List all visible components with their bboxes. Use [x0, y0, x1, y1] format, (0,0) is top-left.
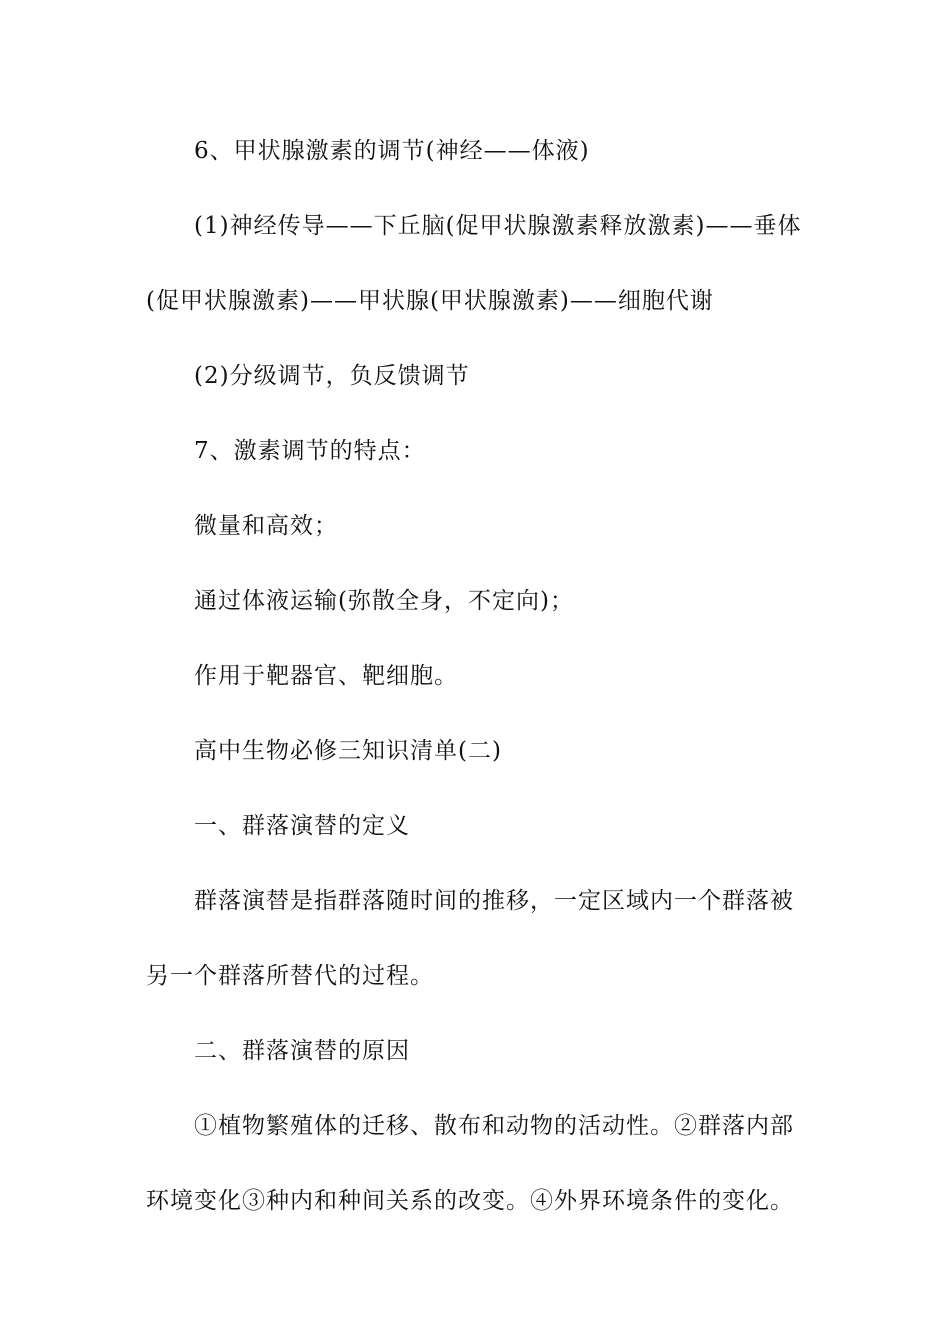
paragraph-line: ①植物繁殖体的迁移、散布和动物的活动性。②群落内部 [194, 1113, 794, 1139]
paragraph-line: 环境变化③种内和种间关系的改变。④外界环境条件的变化。 [146, 1188, 794, 1214]
heading-hormone-features: 7、激素调节的特点： [194, 438, 426, 464]
heading-succession-definition: 一、群落演替的定义 [194, 813, 410, 839]
paragraph-line: (1)神经传导——下丘脑(促甲状腺激素释放激素)——垂体 [194, 213, 802, 239]
paragraph-line: 微量和高效； [194, 513, 338, 539]
paragraph-line: 另一个群落所替代的过程。 [146, 963, 434, 989]
section-title: 高中生物必修三知识清单(二) [194, 738, 502, 764]
paragraph-line: 作用于靶器官、靶细胞。 [194, 663, 458, 689]
heading-succession-causes: 二、群落演替的原因 [194, 1038, 410, 1064]
heading-thyroid-regulation: 6、甲状腺激素的调节(神经——体液) [194, 138, 590, 164]
paragraph-line: (2)分级调节，负反馈调节 [194, 363, 470, 389]
paragraph-line: 群落演替是指群落随时间的推移，一定区域内一个群落被 [194, 888, 794, 914]
paragraph-line: (促甲状腺激素)——甲状腺(甲状腺激素)——细胞代谢 [146, 288, 714, 314]
paragraph-line: 通过体液运输(弥散全身，不定向)； [194, 588, 574, 614]
